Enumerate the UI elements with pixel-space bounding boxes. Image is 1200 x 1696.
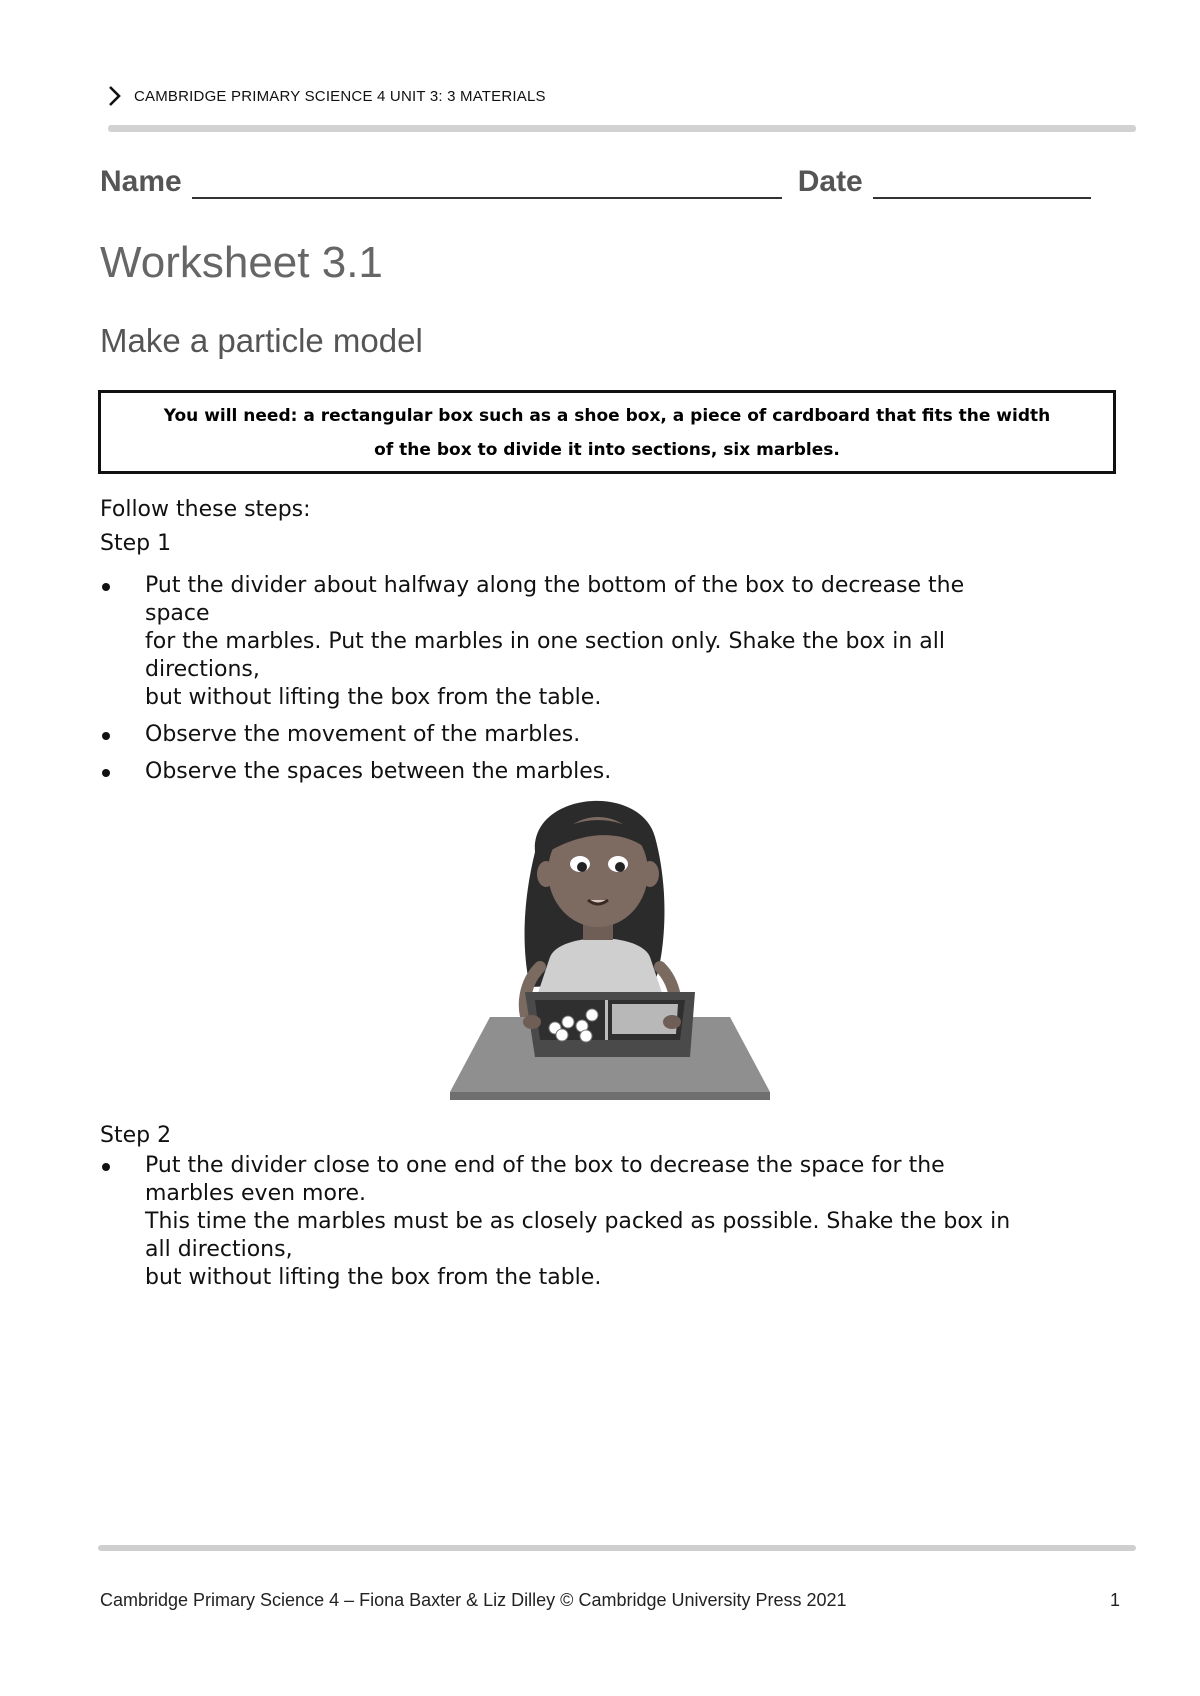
list-item (100, 572, 1120, 712)
instructions-intro: Follow these steps: (100, 497, 311, 522)
chevron-right-icon (104, 84, 126, 108)
breadcrumb-text: CAMBRIDGE PRIMARY SCIENCE 4 UNIT 3: 3 MATERIALS (134, 87, 546, 105)
list-item (100, 1152, 1120, 1292)
footer (100, 1590, 1120, 1611)
footer-divider (98, 1545, 1136, 1551)
list-item-line: Put the divider close to one end of the box to decrease the space for the (145, 1153, 945, 1178)
footer-credit: Cambridge Primary Science 4 – Fiona Baxter & Liz Dilley © Cambridge University Press 2021 (100, 1590, 847, 1610)
list-item-line: but without lifting the box from the table. (145, 1265, 602, 1290)
page-number: 1 (1109, 1590, 1120, 1610)
list-item-line: space (145, 601, 210, 626)
name-field[interactable] (192, 171, 782, 199)
worksheet-subtitle: Make a particle model (100, 322, 423, 359)
step1-label: Step 1 (100, 531, 172, 556)
list-item-line: Observe the movement of the marbles. (145, 722, 581, 747)
step1-list (100, 572, 1120, 795)
girl-shaking-box-illustration (440, 782, 780, 1112)
step2-list (100, 1152, 1120, 1301)
worksheet-title: Worksheet 3.1 (100, 238, 383, 287)
list-item-line: Put the divider about halfway along the bottom of the box to decrease the (145, 573, 965, 598)
date-label: Date (797, 165, 863, 198)
breadcrumb (104, 84, 546, 108)
list-item-line: This time the marbles must be as closely packed as possible. Shake the box in (145, 1209, 1011, 1234)
header-divider (108, 125, 1136, 132)
list-item-line: marbles even more. (145, 1181, 367, 1206)
materials-box (98, 390, 1116, 474)
materials-line-1: You will need: a rectangular box such as a shoe box, a piece of cardboard that fits the width (163, 406, 1051, 426)
list-item-line: for the marbles. Put the marbles in one section only. Shake the box in all (145, 629, 946, 654)
list-item-line: directions, (145, 657, 260, 682)
date-field[interactable] (873, 171, 1091, 199)
name-date-row (100, 165, 1110, 199)
name-label: Name (100, 165, 182, 198)
materials-line-2: of the box to divide it into sections, six marbles. (374, 440, 840, 460)
list-item-line: but without lifting the box from the table. (145, 685, 602, 710)
list-item-line: Observe the spaces between the marbles. (145, 759, 612, 784)
step2-label: Step 2 (100, 1123, 172, 1148)
list-item-line: all directions, (145, 1237, 293, 1262)
list-item (100, 721, 1120, 749)
